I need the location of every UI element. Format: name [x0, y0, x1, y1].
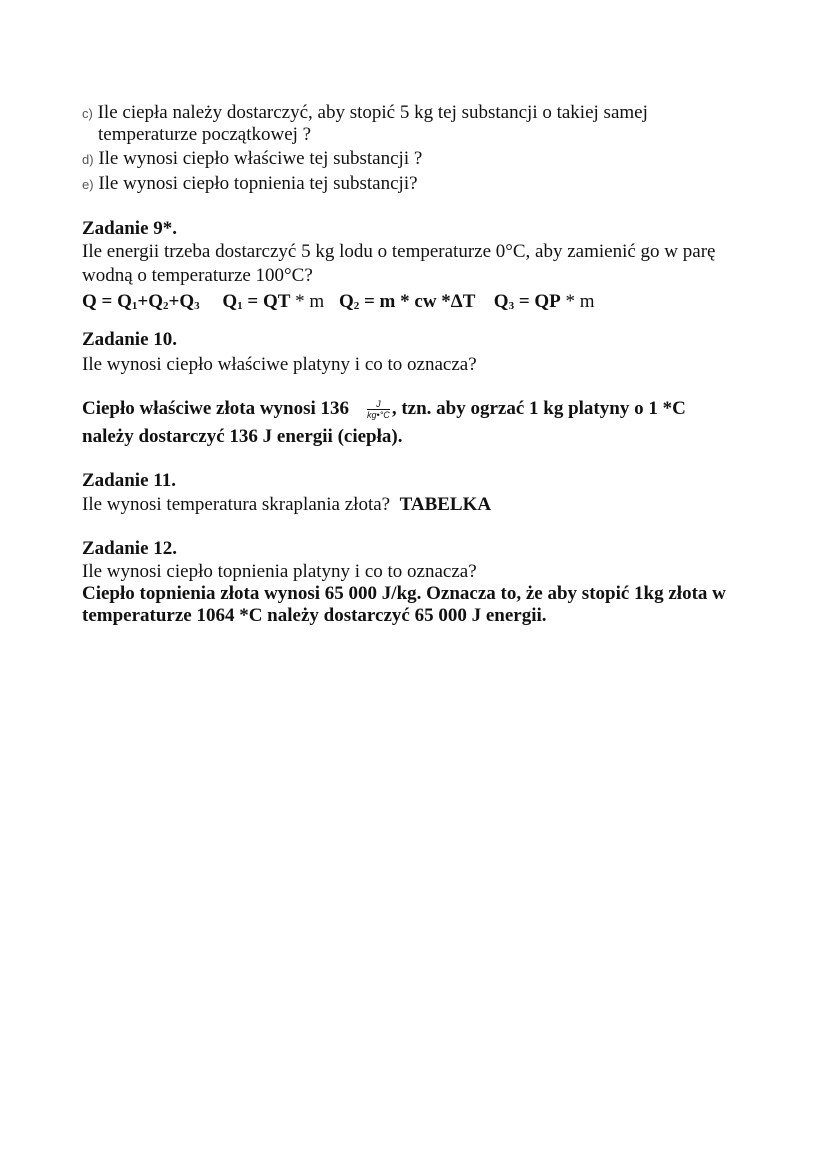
task-10-question: Ile wynosi ciepło właściwe platyny i co to oznacza? — [82, 354, 477, 375]
item-text: Ile wynosi ciepło właściwe tej substancji ? — [98, 148, 423, 169]
task-9-question: Ile energii trzeba dostarczyć 5 kg lodu o temperaturze 0°C, aby zamienić go w parę — [82, 241, 716, 262]
formula-part: * m — [290, 291, 325, 312]
subscript: 3 — [194, 300, 200, 312]
formula-part: = QT — [242, 291, 291, 312]
subscript: 3 — [508, 300, 515, 312]
formula-part: * m — [560, 291, 595, 312]
answer-text: Ciepło właściwe złota wynosi 136 — [82, 398, 350, 419]
formula-part: +Q — [137, 291, 163, 312]
task-12-title: Zadanie 12. — [82, 538, 178, 559]
task-11-answer: TABELKA — [399, 494, 492, 515]
task-9-question-cont: wodną o temperaturze 100°C? — [82, 265, 313, 286]
subscript: 1 — [237, 300, 243, 312]
formula-part: = m * cw *ΔT — [359, 291, 476, 312]
item-d — [82, 148, 422, 171]
fraction-denominator: kg•°C — [367, 410, 390, 421]
item-text: Ile ciepła należy dostarczyć, aby stopić 5 kg tej substancji o takiej samej — [97, 102, 648, 123]
item-text: Ile wynosi ciepło topnienia tej substancji? — [98, 173, 418, 194]
task-12-answer-cont: temperaturze 1064 *C należy dostarczyć 65 000 J energii. — [82, 605, 547, 626]
fraction-numerator: J — [367, 399, 390, 410]
task-10-answer — [82, 398, 686, 420]
formula-part: Q — [222, 291, 238, 312]
formula-part: +Q — [168, 291, 195, 312]
item-label: e) — [82, 177, 94, 192]
item-label: d) — [82, 152, 94, 167]
item-text-cont: temperaturze początkowej ? — [98, 124, 312, 145]
task-9-title: Zadanie 9*. — [82, 218, 178, 239]
item-e — [82, 173, 418, 196]
formula-part: Q — [493, 291, 509, 312]
task-9-formula — [82, 291, 595, 317]
formula-part: = QP — [514, 291, 561, 312]
formula-part: Q = Q — [82, 291, 132, 312]
task-11-title: Zadanie 11. — [82, 470, 176, 491]
task-10-answer-cont: należy dostarczyć 136 J energii (ciepła). — [82, 426, 403, 447]
subscript: 2 — [353, 300, 360, 312]
formula-part: Q — [338, 291, 354, 312]
subscript: 2 — [163, 300, 169, 312]
subscript: 1 — [131, 300, 138, 312]
task-12-question: Ile wynosi ciepło topnienia platyny i co to oznacza? — [82, 561, 477, 582]
question-text: Ile wynosi temperatura skraplania złota? — [82, 494, 391, 515]
task-10-title: Zadanie 10. — [82, 329, 178, 350]
answer-text: , tzn. aby ogrzać 1 kg platyny o 1 *C — [391, 398, 686, 419]
unit-fraction — [367, 399, 390, 420]
task-12-answer: Ciepło topnienia złota wynosi 65 000 J/kg. Oznacza to, że aby stopić 1kg złota w — [82, 583, 726, 604]
item-c — [82, 102, 648, 125]
task-11-question — [82, 494, 491, 516]
item-label: c) — [82, 106, 93, 121]
